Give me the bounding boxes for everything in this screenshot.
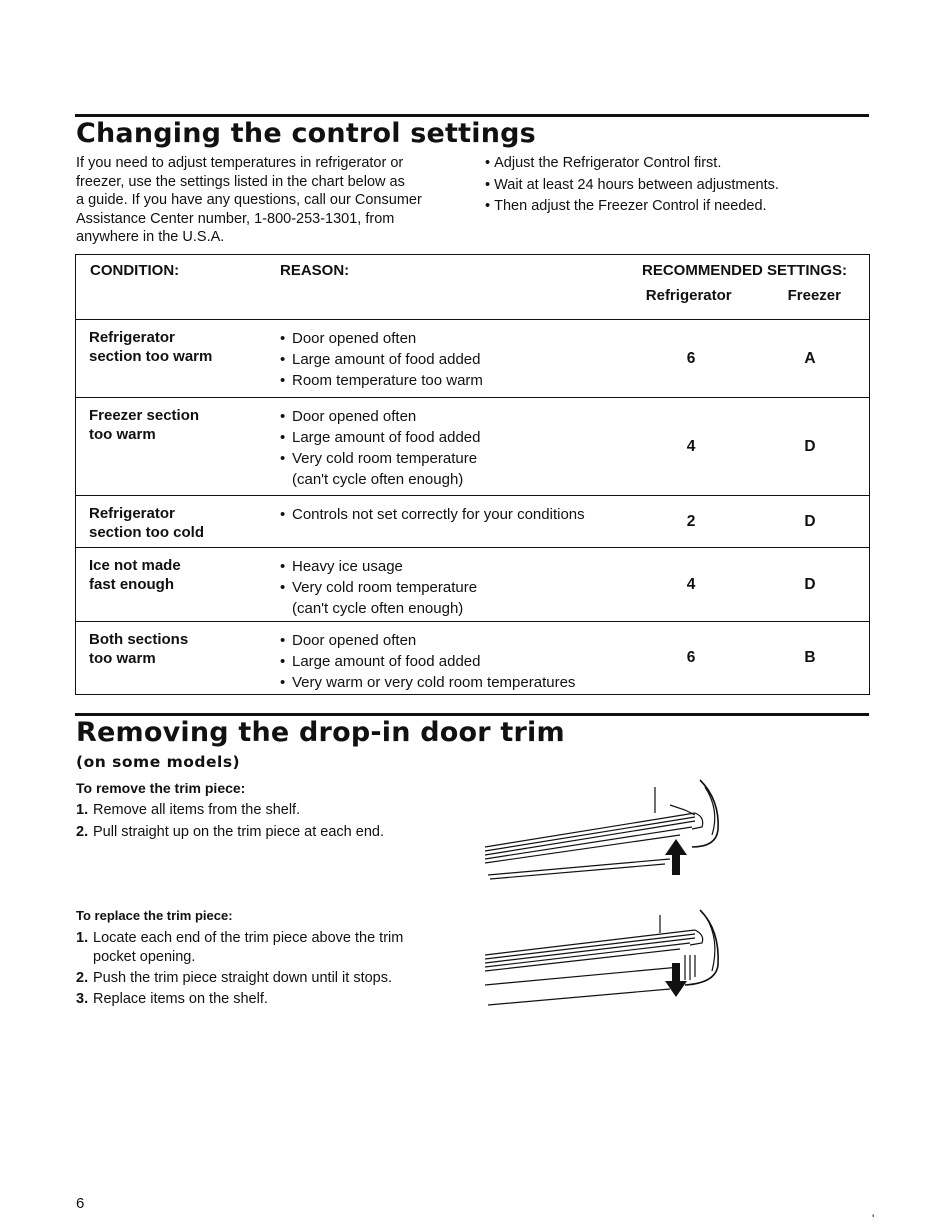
tip-item: • Then adjust the Freezer Control if needed. — [485, 196, 779, 218]
freezer-setting: D — [751, 496, 870, 548]
condition-cell — [76, 622, 267, 695]
table-row — [76, 548, 870, 622]
reason-cell — [266, 496, 631, 548]
table-row — [76, 622, 870, 695]
reason-item: • Door opened often — [280, 328, 631, 349]
freezer-setting: B — [751, 622, 870, 695]
reason-item: • Very cold room temperature — [280, 448, 631, 469]
condition-line: Ice not made — [89, 557, 181, 574]
condition-cell — [76, 548, 267, 622]
condition-line: too warm — [89, 650, 156, 667]
step-number: 1. — [76, 802, 89, 818]
header-reason: REASON: — [266, 255, 631, 320]
section-title-control-settings: Changing the control settings — [76, 118, 536, 149]
reason-item: • Large amount of food added — [280, 349, 631, 370]
section-divider — [75, 713, 869, 716]
refrigerator-setting: 2 — [631, 496, 751, 548]
replace-steps — [76, 929, 456, 1009]
condition-cell — [76, 320, 267, 398]
intro-line: anywhere in the U.S.A. — [76, 229, 225, 245]
step-item — [76, 929, 456, 967]
condition-line: Refrigerator — [89, 505, 175, 522]
intro-line: If you need to adjust temperatures in refrigerator or — [76, 155, 404, 171]
trim-removal-illustration — [480, 775, 730, 890]
refrigerator-setting: 4 — [631, 548, 751, 622]
step-text-continued: pocket opening. — [93, 949, 196, 965]
tip-item: • Adjust the Refrigerator Control first. — [485, 153, 779, 175]
remove-heading: To remove the trim piece: — [76, 780, 246, 796]
refrigerator-setting: 6 — [631, 622, 751, 695]
settings-table — [75, 254, 870, 695]
refrigerator-setting: 6 — [631, 320, 751, 398]
reason-item: • Door opened often — [280, 406, 631, 427]
reason-cell — [266, 398, 631, 496]
reason-item: • Controls not set correctly for your conditions — [280, 504, 631, 525]
step-text: Locate each end of the trim piece above the trim — [93, 930, 404, 946]
freezer-setting: D — [751, 548, 870, 622]
step-number: 2. — [76, 970, 89, 986]
header-freezer: Freezer — [787, 287, 841, 304]
header-refrigerator: Refrigerator — [645, 287, 732, 304]
header-recommended — [631, 255, 870, 320]
condition-line: Freezer section — [89, 407, 200, 424]
condition-line: Both sections — [89, 631, 189, 648]
freezer-setting: D — [751, 398, 870, 496]
reason-item: • Door opened often — [280, 630, 631, 651]
condition-line: section too warm — [89, 348, 213, 365]
table-header-row — [76, 255, 870, 320]
remove-steps — [76, 800, 456, 842]
intro-line: freezer, use the settings listed in the chart below as — [76, 173, 405, 190]
reason-item-continued: (can't cycle often enough) — [292, 600, 464, 617]
refrigerator-setting: 4 — [631, 398, 751, 496]
reason-item: • Very warm or very cold room temperatures — [280, 672, 631, 693]
table-row — [76, 398, 870, 496]
corner-mark: ' — [872, 1212, 875, 1226]
step-text: Replace items on the shelf. — [93, 991, 268, 1007]
step-number: 1. — [76, 930, 89, 946]
intro-line: Assistance Center number, 1-800-253-1301, from — [76, 210, 395, 227]
reason-cell — [266, 320, 631, 398]
step-item — [76, 990, 456, 1009]
reason-item: • Very cold room temperature — [280, 577, 631, 598]
freezer-setting: A — [751, 320, 870, 398]
replace-heading: To replace the trim piece: — [76, 908, 233, 923]
header-condition: CONDITION: — [76, 255, 267, 320]
step-text: Push the trim piece straight down until it stops. — [93, 970, 393, 986]
reason-cell — [266, 622, 631, 695]
reason-item: • Heavy ice usage — [280, 556, 631, 577]
tip-item: • Wait at least 24 hours between adjustments. — [485, 175, 779, 197]
condition-line: fast enough — [89, 576, 174, 593]
reason-item: • Room temperature too warm — [280, 370, 631, 391]
reason-cell — [266, 548, 631, 622]
step-text: Remove all items from the shelf. — [93, 802, 301, 818]
step-item — [76, 969, 456, 988]
trim-replacement-illustration — [480, 905, 730, 1020]
step-number: 3. — [76, 991, 89, 1007]
table-row — [76, 496, 870, 548]
step-number: 2. — [76, 824, 89, 840]
condition-line: section too cold — [89, 524, 205, 541]
header-sub-columns — [631, 287, 847, 304]
arrow-up-icon — [665, 839, 687, 875]
header-recommended-label: RECOMMENDED SETTINGS: — [641, 262, 847, 279]
step-item — [76, 800, 456, 820]
step-text: Pull straight up on the trim piece at each end. — [93, 824, 384, 840]
reason-item: • Large amount of food added — [280, 651, 631, 672]
adjustment-tips — [485, 153, 779, 218]
table-row — [76, 320, 870, 398]
intro-line: a guide. If you have any questions, call our Consumer — [76, 192, 422, 208]
condition-cell — [76, 398, 267, 496]
intro-paragraph — [76, 154, 466, 247]
step-item — [76, 822, 456, 842]
section-subtitle: (on some models) — [76, 753, 241, 771]
page-number: 6 — [76, 1195, 85, 1212]
reason-item-continued: (can't cycle often enough) — [292, 471, 464, 488]
section-divider — [75, 114, 869, 117]
condition-line: too warm — [89, 426, 156, 443]
reason-item: • Large amount of food added — [280, 427, 631, 448]
condition-line: Refrigerator — [89, 329, 175, 346]
condition-cell — [76, 496, 267, 548]
section-title-door-trim: Removing the drop-in door trim — [76, 717, 565, 748]
